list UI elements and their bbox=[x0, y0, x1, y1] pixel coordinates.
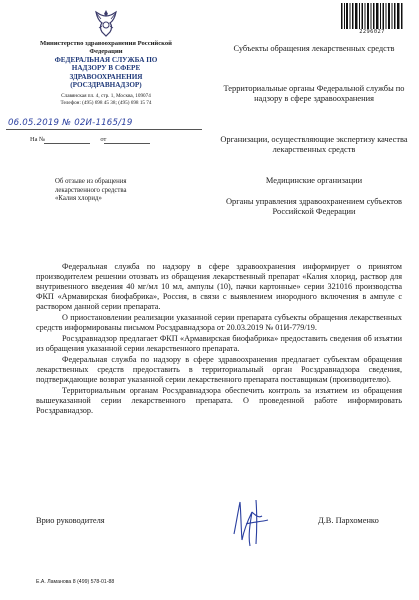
reference-row bbox=[30, 136, 106, 143]
reference-number-line bbox=[44, 143, 90, 144]
reference-number-label: На № bbox=[30, 136, 46, 143]
body-paragraph: Федеральная служба по надзору в сфере здравоохранения предлагает субъектам обращения лекарственных средств предоставить в территориальный орган Росздравнадзора сведения, подтверждающие возврат указанной серии лекарственного препарата поставщикам (производителю). bbox=[36, 355, 402, 384]
phone-line: Телефон: (495) 698 45 38; (495) 698 15 74 bbox=[60, 99, 152, 106]
recipient: Территориальные органы Федеральной службы по надзору в сфере здравоохранения bbox=[223, 84, 405, 103]
coat-of-arms-emblem bbox=[93, 8, 119, 38]
ministry-name: Министерство здравоохранения Российской Федерации bbox=[40, 40, 172, 55]
executor-contact: Е.А. Ламанова 8 (499) 578-01-88 bbox=[36, 579, 115, 585]
recipient: Медицинские организации bbox=[265, 176, 363, 185]
agency-name: ФЕДЕРАЛЬНАЯ СЛУЖБА ПО НАДЗОРУ В СФЕРЕ ЗДРАВООХРАНЕНИЯ (РОСЗДРАВНАДЗОР) bbox=[54, 56, 158, 90]
subject-line: лекарственного средства bbox=[55, 186, 127, 194]
recipient: Органы управления здравоохранением субъектов Российской Федерации bbox=[226, 197, 402, 216]
subject-line: «Калия хлорид» bbox=[55, 195, 102, 203]
handwritten-date-number: 06.05.2019 № 02И-1165/19 bbox=[8, 118, 133, 128]
reference-date-line bbox=[104, 143, 150, 144]
letter-subject bbox=[55, 178, 165, 204]
barcode-number: 2296027 bbox=[359, 29, 385, 35]
recipient: Организации, осуществляющие экспертизу качества лекарственных средств bbox=[220, 135, 408, 154]
subject-line: Об отзыве из обращения bbox=[55, 178, 127, 185]
reference-from-label: от bbox=[100, 136, 107, 143]
signer-position: Врио руководителя bbox=[36, 516, 105, 525]
barcode bbox=[341, 3, 403, 29]
handwritten-signature bbox=[226, 494, 274, 552]
body-paragraph: Территориальным органам Росздравнадзора обеспечить контроль за изъятием из обращения вышеуказанной серии лекарственного препарата. О проведенной работе информировать Росздравнадзор. bbox=[36, 386, 402, 415]
date-underline bbox=[6, 129, 202, 130]
body-paragraph: О приостановлении реализации указанной серии препарата субъекты обращения лекарственных средств информированы письмом Росздравнадзора от 20.03.2019 № 01И-779/19. bbox=[36, 313, 402, 332]
agency-address bbox=[40, 93, 172, 106]
body-paragraph: Росздравнадзор предлагает ФКП «Армавирская биофабрика» предоставить сведения об изъятии из обращения указанной серии лекарственного препарата. bbox=[36, 334, 402, 353]
recipient: Субъекты обращения лекарственных средств bbox=[233, 44, 395, 53]
body-paragraph: Федеральная служба по надзору в сфере здравоохранения информирует о принятом производителем решении отозвать из обращения лекарственный препарат «Калия хлорид, раствор для внутривенного введения 40 мг/мл 10 мл, ампулы (10), пачки картонные» серии 321016 производства ФКП «Армавирская биофабрика», Россия, в связи с выявлением инородного включения в ампуле с раствором данной серии препарата. bbox=[36, 262, 402, 311]
address-line: Славянская пл. 4, стр. 1, Москва, 109074 bbox=[61, 93, 151, 99]
letter-body bbox=[36, 262, 402, 417]
signer-name: Д.В. Пархоменко bbox=[318, 516, 379, 525]
